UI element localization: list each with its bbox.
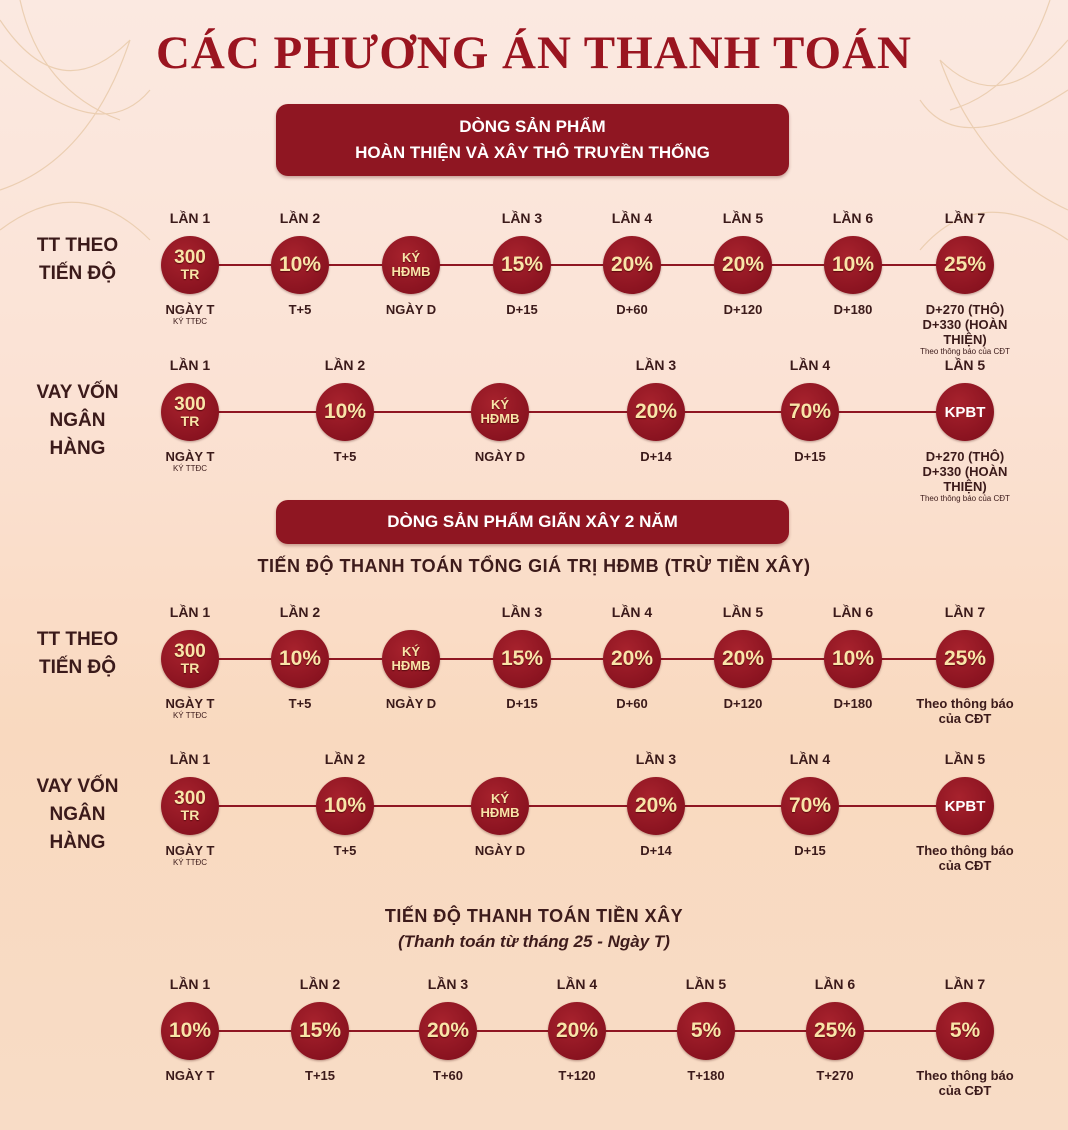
step-name: LẦN 5 <box>944 357 986 373</box>
payment-value: 20% <box>634 794 678 817</box>
payment-date-text: NGÀY D <box>385 696 437 711</box>
payment-date-text: D+60 <box>616 696 648 711</box>
payment-circle <box>382 236 440 294</box>
row-label-line1: VAY VỐN <box>36 382 119 403</box>
payment-date-text: D+15 <box>794 449 826 464</box>
step-name: LẦN 1 <box>169 210 211 226</box>
payment-date-text: của CĐT <box>938 858 992 873</box>
step-name: LẦN 5 <box>722 604 764 620</box>
payment-circle <box>627 383 685 441</box>
payment-step <box>745 352 875 502</box>
section2-banner-text: DÒNG SẢN PHẨM GIÃN XÂY 2 NĂM <box>387 512 678 531</box>
deposit-amount: 300 <box>174 394 206 415</box>
section2-subhead: TIẾN ĐỘ THANH TOÁN TỔNG GIÁ TRỊ HĐMB (TRỪ TIỀN XÂY) <box>257 556 811 576</box>
payment-date <box>383 1068 513 1083</box>
payment-value: 5% <box>690 1019 722 1042</box>
payment-step <box>512 972 642 1102</box>
payment-circle <box>271 630 329 688</box>
payment-value: 10% <box>831 647 875 670</box>
payment-value: 25% <box>943 253 987 276</box>
row-label-line2: TIẾN ĐỘ <box>38 657 117 678</box>
payment-date-text: NGÀY D <box>474 843 526 858</box>
payment-circle <box>471 383 529 441</box>
payment-value: 10% <box>323 794 367 817</box>
payment-date-text: T+5 <box>333 449 357 464</box>
payment-date-text: Theo thông báo <box>916 1068 1014 1083</box>
payment-step <box>125 352 255 502</box>
payment-value: 25% <box>813 1019 857 1042</box>
deposit-amount: 300 <box>174 247 206 268</box>
payment-date-text: NGÀY T <box>165 696 215 711</box>
payment-date-text: D+330 (HOÀN THIỆN) <box>922 464 1008 494</box>
construction-subnote: (Thanh toán từ tháng 25 - Ngày T) <box>398 932 670 951</box>
payment-row-progress-2 <box>0 600 1068 740</box>
step-name: LẦN 1 <box>169 357 211 373</box>
payment-value: 25% <box>943 647 987 670</box>
step-name: LẦN 2 <box>279 604 321 620</box>
payment-circle <box>161 236 219 294</box>
payment-row-progress-1 <box>0 205 1068 356</box>
step-name: LẦN 7 <box>944 976 986 992</box>
section2-banner <box>276 500 789 544</box>
payment-value: 15% <box>500 647 544 670</box>
payment-date-text: D+120 <box>723 302 763 317</box>
step-name: LẦN 4 <box>789 357 831 373</box>
row-label-line2: NGÂN HÀNG <box>49 410 106 459</box>
payment-date <box>641 1068 771 1083</box>
payment-circle <box>627 777 685 835</box>
payment-date-text: D+14 <box>640 449 672 464</box>
payment-step <box>280 352 410 502</box>
payment-value: 10% <box>323 400 367 423</box>
deposit-unit: TR <box>180 413 200 429</box>
payment-date <box>900 843 1030 873</box>
payment-circle <box>781 383 839 441</box>
payment-date-note: Theo thông báo của CĐT <box>920 494 1010 503</box>
step-name: LẦN 6 <box>832 210 874 226</box>
contract-sign-label: HĐMB <box>480 805 520 820</box>
payment-date-text: T+5 <box>288 302 312 317</box>
payment-date-text: D+270 (THÔ) <box>925 449 1005 464</box>
payment-circle <box>824 630 882 688</box>
payment-date-text: T+5 <box>333 843 357 858</box>
payment-date-text: D+14 <box>640 843 672 858</box>
payment-date-text: D+15 <box>506 302 538 317</box>
deposit-unit: TR <box>180 660 200 676</box>
payment-circle <box>161 777 219 835</box>
deposit-amount: 300 <box>174 641 206 662</box>
row-label-line1: VAY VỐN <box>36 776 119 797</box>
payment-step <box>591 747 721 887</box>
payment-circle <box>161 1002 219 1060</box>
payment-date <box>125 449 255 474</box>
row-label-line2: NGÂN HÀNG <box>49 804 106 853</box>
payment-date-text: T+5 <box>288 696 312 711</box>
payment-date <box>770 1068 900 1083</box>
payment-date <box>435 449 565 464</box>
payment-step <box>255 972 385 1102</box>
payment-circle <box>271 236 329 294</box>
payment-date <box>900 1068 1030 1098</box>
contract-sign-label: HĐMB <box>391 264 431 279</box>
payment-circle <box>824 236 882 294</box>
payment-step <box>900 600 1030 740</box>
step-name: LẦN 7 <box>944 210 986 226</box>
payment-circle <box>493 236 551 294</box>
payment-step <box>900 352 1030 502</box>
step-name: LẦN 2 <box>324 751 366 767</box>
step-name: LẦN 6 <box>814 976 856 992</box>
payment-date-text: Theo thông báo <box>916 696 1014 711</box>
payment-value: 20% <box>610 647 654 670</box>
payment-date <box>125 843 255 868</box>
row-label-line2: TIẾN ĐỘ <box>38 263 117 284</box>
payment-value: 20% <box>634 400 678 423</box>
payment-circle <box>161 630 219 688</box>
row-label <box>20 773 135 857</box>
payment-step <box>125 747 255 887</box>
payment-date-text: NGÀY T <box>165 449 215 464</box>
step-name: LẦN 1 <box>169 751 211 767</box>
payment-value: 20% <box>555 1019 599 1042</box>
deposit-amount: 300 <box>174 788 206 809</box>
payment-row-construction <box>0 972 1068 1102</box>
payment-date-text: T+15 <box>305 1068 335 1083</box>
payment-circle <box>316 777 374 835</box>
step-name: LẦN 3 <box>501 604 543 620</box>
payment-circle <box>806 1002 864 1060</box>
payment-step <box>788 600 918 740</box>
payment-circle <box>714 630 772 688</box>
payment-date-note: KÝ TTĐC <box>172 711 208 720</box>
payment-date-text: NGÀY T <box>165 843 215 858</box>
payment-date-text: T+180 <box>687 1068 725 1083</box>
payment-date-text: NGÀY T <box>165 1068 215 1083</box>
payment-date-text: của CĐT <box>938 711 992 726</box>
contract-sign-label: KÝ <box>490 397 510 412</box>
payment-date <box>280 449 410 464</box>
payment-step <box>770 972 900 1102</box>
payment-step <box>435 352 565 502</box>
payment-value: 20% <box>721 647 765 670</box>
payment-step <box>591 352 721 502</box>
payment-step <box>900 205 1030 356</box>
payment-date-text: D+15 <box>506 696 538 711</box>
payment-date <box>900 696 1030 726</box>
payment-date <box>900 449 1030 504</box>
payment-date-text: D+330 (HOÀN THIỆN) <box>922 317 1008 347</box>
payment-date <box>900 302 1030 357</box>
payment-circle <box>936 630 994 688</box>
payment-date <box>788 302 918 317</box>
payment-date-note: KÝ TTĐC <box>172 858 208 867</box>
row-label <box>20 379 135 463</box>
payment-date-text: D+120 <box>723 696 763 711</box>
payment-value: 15% <box>500 253 544 276</box>
payment-value: KPBT <box>944 403 986 421</box>
step-name: LẦN 4 <box>611 604 653 620</box>
payment-circle <box>471 777 529 835</box>
payment-value: KPBT <box>944 797 986 815</box>
payment-date-note: KÝ TTĐC <box>172 317 208 326</box>
step-name: LẦN 2 <box>299 976 341 992</box>
deposit-unit: TR <box>180 807 200 823</box>
payment-row-loan-2 <box>0 747 1068 887</box>
section1-banner-line2: HOÀN THIỆN VÀ XÂY THÔ TRUYỀN THỐNG <box>355 143 710 162</box>
payment-date <box>591 843 721 858</box>
payment-value: 15% <box>298 1019 342 1042</box>
payment-date <box>512 1068 642 1083</box>
payment-date <box>280 843 410 858</box>
payment-step <box>435 747 565 887</box>
step-name: LẦN 5 <box>722 210 764 226</box>
payment-circle <box>936 236 994 294</box>
step-name: LẦN 1 <box>169 604 211 620</box>
payment-date-text: D+180 <box>833 696 873 711</box>
construction-subhead: TIẾN ĐỘ THANH TOÁN TIỀN XÂY <box>384 906 684 926</box>
payment-date-text: NGÀY T <box>165 302 215 317</box>
contract-sign-label: KÝ <box>401 644 421 659</box>
deposit-unit: TR <box>180 266 200 282</box>
payment-date-text: của CĐT <box>938 1083 992 1098</box>
payment-circle <box>603 630 661 688</box>
payment-value: 10% <box>831 253 875 276</box>
payment-circle <box>382 630 440 688</box>
payment-circle <box>493 630 551 688</box>
payment-date-text: Theo thông báo <box>916 843 1014 858</box>
step-name: LẦN 1 <box>169 976 211 992</box>
payment-circle <box>603 236 661 294</box>
payment-step <box>383 972 513 1102</box>
payment-date-note: Theo thông báo của CĐT <box>920 347 1010 356</box>
payment-value: 5% <box>949 1019 981 1042</box>
payment-step <box>280 747 410 887</box>
payment-value: 10% <box>278 647 322 670</box>
payment-circle <box>291 1002 349 1060</box>
contract-sign-label: HĐMB <box>391 658 431 673</box>
payment-value: 70% <box>788 400 832 423</box>
contract-sign-label: KÝ <box>401 250 421 265</box>
payment-value: 20% <box>610 253 654 276</box>
payment-step <box>900 747 1030 887</box>
payment-step <box>125 972 255 1102</box>
payment-value: 10% <box>278 253 322 276</box>
step-name: LẦN 5 <box>685 976 727 992</box>
step-name: LẦN 4 <box>556 976 598 992</box>
step-name: LẦN 3 <box>427 976 469 992</box>
payment-circle <box>161 383 219 441</box>
payment-date <box>745 449 875 464</box>
row-label-line1: TT THEO <box>36 629 119 650</box>
step-name: LẦN 4 <box>789 751 831 767</box>
payment-date-text: T+270 <box>816 1068 854 1083</box>
payment-date-text: D+270 (THÔ) <box>925 302 1005 317</box>
contract-sign-label: HĐMB <box>480 411 520 426</box>
payment-value: 20% <box>721 253 765 276</box>
payment-row-loan-1 <box>0 352 1068 502</box>
page-title: CÁC PHƯƠNG ÁN THANH TOÁN <box>155 27 913 79</box>
payment-step <box>788 205 918 345</box>
step-name: LẦN 3 <box>635 751 677 767</box>
row-label <box>20 232 135 288</box>
row-label-line1: TT THEO <box>36 235 119 256</box>
row-label <box>20 626 135 682</box>
payment-circle <box>936 777 994 835</box>
step-name: LẦN 2 <box>279 210 321 226</box>
section1-banner-line1: DÒNG SẢN PHẨM <box>459 117 606 136</box>
step-name: LẦN 4 <box>611 210 653 226</box>
payment-date-text: T+60 <box>433 1068 463 1083</box>
payment-circle <box>548 1002 606 1060</box>
payment-step <box>745 747 875 887</box>
payment-date-text: D+15 <box>794 843 826 858</box>
section1-banner <box>276 104 789 176</box>
payment-value: 70% <box>788 794 832 817</box>
payment-step <box>641 972 771 1102</box>
payment-date-text: T+120 <box>558 1068 596 1083</box>
payment-circle <box>781 777 839 835</box>
payment-date <box>125 1068 255 1083</box>
step-name: LẦN 3 <box>635 357 677 373</box>
payment-circle <box>316 383 374 441</box>
payment-date <box>788 696 918 711</box>
payment-date-text: NGÀY D <box>474 449 526 464</box>
payment-circle <box>419 1002 477 1060</box>
payment-circle <box>677 1002 735 1060</box>
payment-circle <box>714 236 772 294</box>
payment-date-text: D+180 <box>833 302 873 317</box>
step-name: LẦN 5 <box>944 751 986 767</box>
payment-date <box>255 1068 385 1083</box>
payment-date <box>435 843 565 858</box>
step-name: LẦN 3 <box>501 210 543 226</box>
payment-value: 10% <box>168 1019 212 1042</box>
payment-value: 20% <box>426 1019 470 1042</box>
payment-date-text: D+60 <box>616 302 648 317</box>
payment-date <box>745 843 875 858</box>
payment-date <box>591 449 721 464</box>
step-name: LẦN 2 <box>324 357 366 373</box>
step-name: LẦN 7 <box>944 604 986 620</box>
payment-date-note: KÝ TTĐC <box>172 464 208 473</box>
step-name: LẦN 6 <box>832 604 874 620</box>
payment-step <box>900 972 1030 1102</box>
payment-date-text: NGÀY D <box>385 302 437 317</box>
payment-circle <box>936 1002 994 1060</box>
contract-sign-label: KÝ <box>490 791 510 806</box>
payment-circle <box>936 383 994 441</box>
